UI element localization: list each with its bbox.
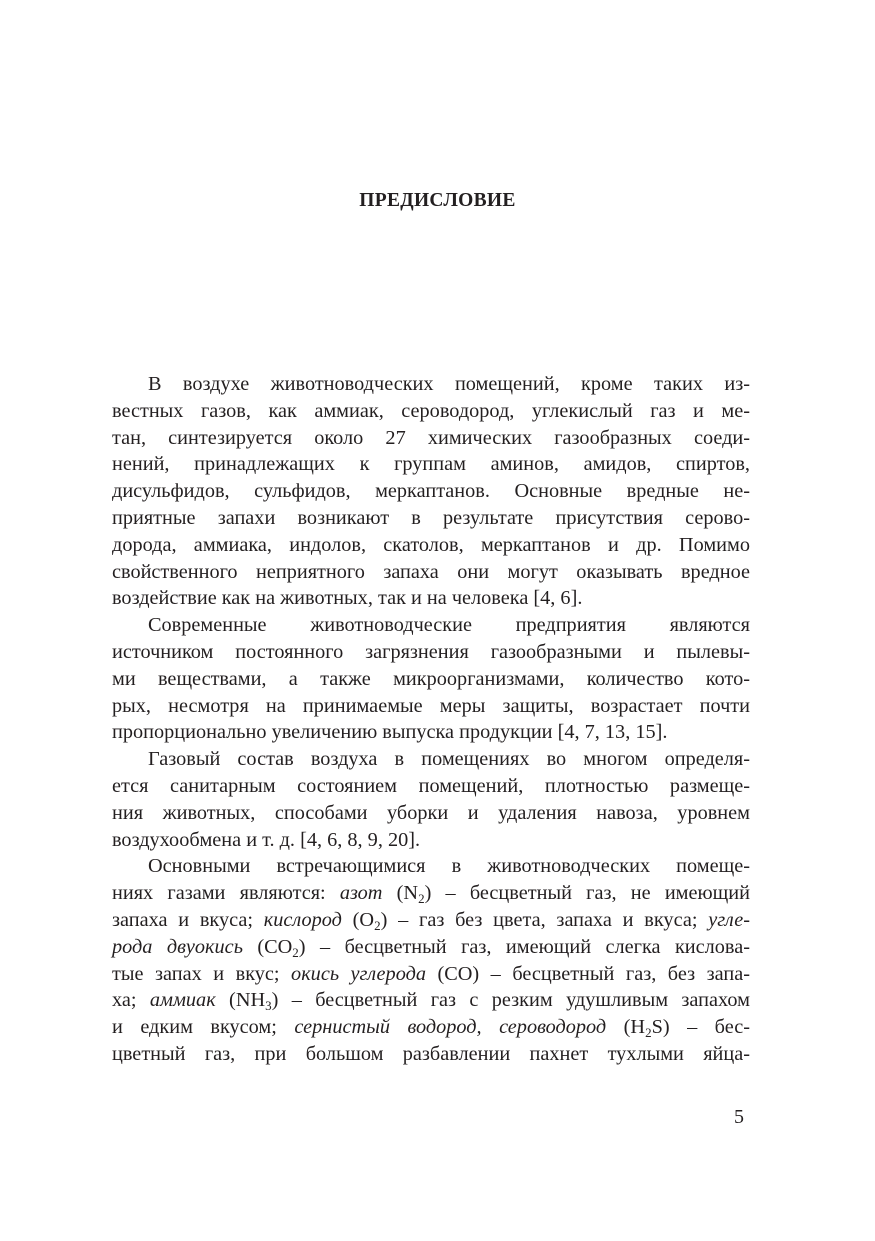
text-segment: дисульфидов, сульфидов, меркаптанов. Основные вредные не- — [112, 480, 750, 503]
text-segment: ния животных, способами уборки и удаления навоза, уровнем — [112, 801, 750, 824]
paragraph — [112, 746, 750, 853]
text-segment: воздействие как на животных, так и на человека [4, 6]. — [112, 587, 583, 610]
paragraph — [112, 853, 750, 1067]
text-segment: ) – бесцветный газ, не имеющий — [424, 882, 750, 905]
subscript: 2 — [292, 944, 299, 960]
text-segment: запаха и вкуса; — [112, 908, 264, 931]
text-line — [112, 451, 750, 478]
text-segment: (CO) – бесцветный газ, без запа- — [425, 962, 750, 985]
text-line — [112, 961, 750, 988]
text-segment: ) – бесцветный газ с резким удушливым запахом — [271, 989, 750, 1012]
paragraph — [112, 371, 750, 612]
text-segment: тан, синтезируется около 27 химических газообразных соеди- — [112, 426, 750, 449]
text-segment: S) – бес- — [651, 1016, 750, 1039]
text-segment: ниях газами являются: — [112, 882, 340, 905]
text-segment: Газовый состав воздуха в помещениях во многом определя- — [148, 748, 750, 771]
italic-term: угле- — [708, 908, 750, 931]
text-segment: Современные животноводческие предприятия являются — [148, 614, 750, 637]
text-line — [112, 478, 750, 505]
text-segment: нений, принадлежащих к группам аминов, амидов, спиртов, — [112, 453, 750, 476]
italic-term: азот — [339, 882, 383, 905]
italic-term: рода двуокись — [112, 935, 243, 958]
text-line — [112, 425, 750, 452]
text-segment: (O — [341, 908, 375, 931]
text-line — [112, 907, 750, 934]
page-title: ПРЕДИСЛОВИЕ — [359, 190, 516, 211]
text-segment: воздухообмена и т. д. [4, 6, 8, 9, 20]. — [112, 828, 421, 851]
text-segment: (N — [382, 882, 419, 905]
text-segment: приятные запахи возникают в результате присутствия серово- — [112, 506, 750, 529]
text-segment: дорода, аммиака, индолов, скатолов, меркаптанов и др. Помимо — [112, 533, 750, 556]
italic-term: кислород — [263, 908, 342, 931]
text-segment: (NH — [215, 989, 266, 1012]
text-segment: В воздухе животноводческих помещений, кроме таких из- — [148, 373, 750, 395]
text-segment: пропорционально увеличению выпуска продукции [4, 7, 13, 15]. — [112, 721, 668, 744]
text-line — [112, 934, 750, 961]
text-line — [112, 719, 750, 746]
subscript: 2 — [645, 1025, 652, 1041]
text-line — [112, 827, 750, 854]
body-text — [112, 371, 750, 1068]
text-line — [112, 639, 750, 666]
italic-term: аммиак — [149, 989, 216, 1012]
text-segment: ха; — [112, 989, 150, 1012]
text-segment: цветный газ, при большом разбавлении пахнет тухлыми яйца- — [112, 1042, 750, 1065]
italic-term: окись углерода — [291, 962, 426, 985]
text-segment: (H — [606, 1016, 646, 1039]
text-line — [112, 398, 750, 425]
text-line — [112, 693, 750, 720]
text-segment: тые запах и вкус; — [112, 962, 292, 985]
text-line — [112, 800, 750, 827]
text-line — [112, 773, 750, 800]
subscript: 3 — [265, 998, 272, 1014]
subscript: 2 — [418, 891, 425, 907]
paragraph — [112, 612, 750, 746]
text-line — [112, 532, 750, 559]
text-line — [112, 585, 750, 612]
text-segment: Основными встречающимися в животноводческих помеще- — [148, 855, 750, 878]
italic-term: сернистый водород, сероводород — [294, 1016, 607, 1039]
text-segment: свойственного неприятного запаха они могут оказывать вредное — [112, 560, 750, 583]
text-segment: ) – бесцветный газ, имеющий слегка кислова- — [298, 935, 750, 958]
text-segment: источником постоянного загрязнения газообразными и пылевы- — [112, 640, 750, 663]
text-line — [112, 612, 750, 639]
text-line — [112, 880, 750, 907]
text-line — [112, 1041, 750, 1068]
text-line — [112, 746, 750, 773]
text-line — [112, 559, 750, 586]
text-segment: рых, несмотря на принимаемые меры защиты, возрастает почти — [112, 694, 750, 717]
text-segment: ми веществами, а также микроорганизмами, количество кото- — [112, 667, 750, 690]
text-line — [112, 371, 750, 398]
text-line — [112, 853, 750, 880]
page-number: 5 — [734, 1106, 744, 1128]
text-line — [112, 666, 750, 693]
text-segment: ется санитарным состоянием помещений, плотностью размеще- — [112, 774, 750, 797]
text-line — [112, 505, 750, 532]
text-line — [112, 987, 750, 1014]
text-segment: и едким вкусом; — [112, 1016, 295, 1039]
text-segment: вестных газов, как аммиак, сероводород, углекислый газ и ме- — [112, 399, 750, 422]
text-segment: (CO — [242, 935, 293, 958]
subscript: 2 — [374, 917, 381, 933]
text-line — [112, 1014, 750, 1041]
text-segment: ) – газ без цвета, запаха и вкуса; — [380, 908, 709, 931]
